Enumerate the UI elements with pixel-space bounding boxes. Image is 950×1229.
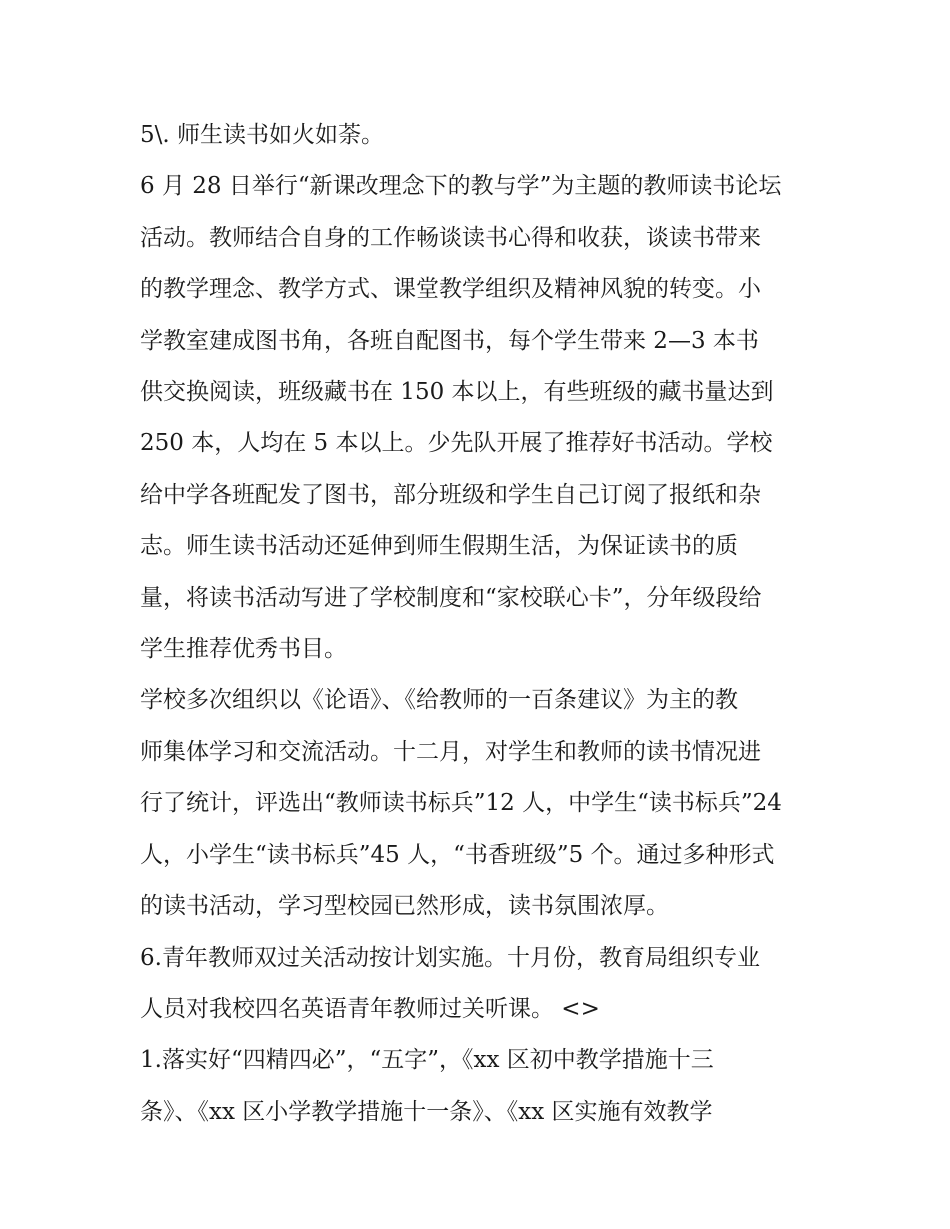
text-line: 活动。教师结合自身的工作畅谈读书心得和收获，谈读书带来 [140, 224, 761, 251]
text-line: 供交换阅读，班级藏书在 150 本以上，有些班级的藏书量达到 [140, 379, 774, 406]
text-line: 5\. 师生读书如火如荼。 [140, 122, 385, 148]
text-line: 的教学理念、教学方式、课堂教学组织及精神风貌的转变。小 [140, 276, 761, 303]
text-line: 条》、《xx 区小学教学措施十一条》、《xx 区实施有效教学 [140, 1098, 713, 1125]
paragraph-group-study [140, 675, 815, 932]
text-line: 行了统计，评选出“教师读书标兵”12 人，中学生“读书标兵”24 [140, 790, 782, 817]
text-line: 学校多次组织以《论语》、《给教师的一百条建议》为主的教 [140, 687, 738, 714]
text-line: 学生推荐优秀书目。 [140, 636, 347, 663]
text-line: 志。师生读书活动还延伸到师生假期生活，为保证读书的质 [140, 533, 738, 560]
text-line: 人员对我校四名英语青年教师过关听课。 <> [140, 995, 600, 1022]
text-line: 量，将读书活动写进了学校制度和“家校联心卡”，分年级段给 [140, 584, 762, 611]
paragraph-reading-forum [140, 161, 815, 675]
text-line: 学教室建成图书角，各班自配图书，每个学生带来 2—3 本书 [140, 327, 759, 354]
text-line: 的读书活动，学习型校园已然形成，读书氛围浓厚。 [140, 893, 669, 920]
paragraph-young-teachers [140, 933, 815, 1036]
text-line: 人，小学生“读书标兵”45 人，“书香班级”5 个。通过多种形式 [140, 841, 775, 868]
text-line: 师集体学习和交流活动。十二月，对学生和教师的读书情况进 [140, 738, 761, 765]
paragraph-teaching-measures [140, 1035, 815, 1138]
document-page [140, 110, 815, 1138]
text-line: 6 月 28 日举行“新课改理念下的教与学”为主题的教师读书论坛 [140, 173, 782, 200]
text-line: 6.青年教师双过关活动按计划实施。十月份，教育局组织专业 [140, 944, 760, 971]
paragraph-reading-heading [140, 110, 815, 161]
text-line: 250 本，人均在 5 本以上。少先队开展了推荐好书活动。学校 [140, 430, 773, 457]
text-line: 1.落实好“四精四必”，“五字”，《xx 区初中教学措施十三 [140, 1047, 714, 1074]
text-line: 给中学各班配发了图书，部分班级和学生自己订阅了报纸和杂 [140, 481, 761, 508]
